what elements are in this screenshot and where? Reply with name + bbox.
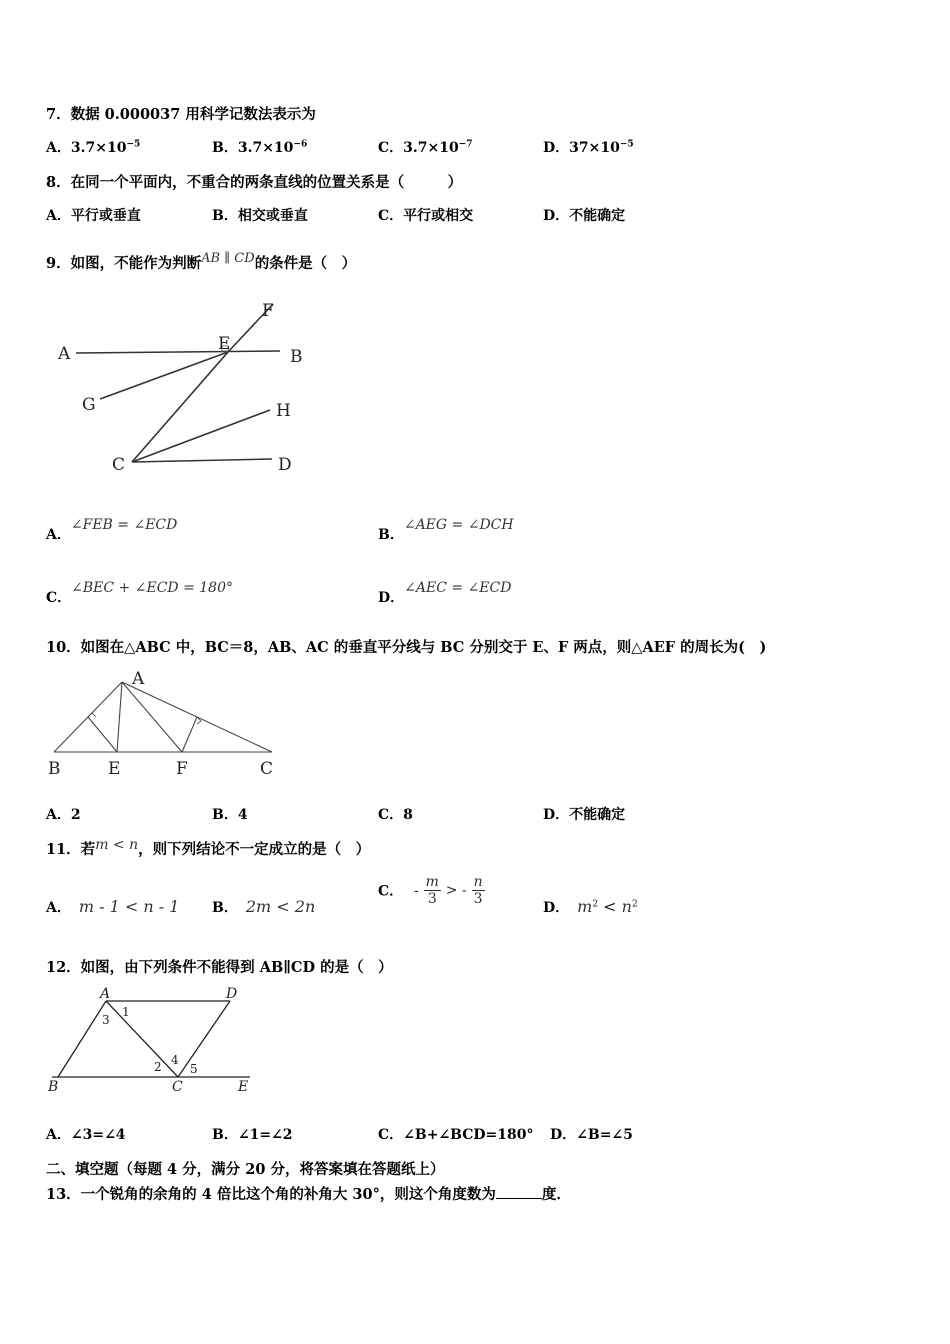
q7-option-d xyxy=(543,137,634,157)
option-math: ∠FEB = ∠ECD xyxy=(70,517,178,533)
option-label: C． xyxy=(46,590,72,606)
option-text: 平行或垂直 xyxy=(70,208,141,224)
option-text: ∠3=∠4 xyxy=(70,1127,126,1143)
q8-option-d xyxy=(543,205,625,225)
label-a: A xyxy=(100,986,111,1002)
label-e: E xyxy=(108,759,121,779)
option-text: ∠B=∠5 xyxy=(576,1127,633,1143)
q9-option-a xyxy=(46,517,178,543)
line-ab xyxy=(58,1001,106,1077)
line-eg xyxy=(100,352,228,399)
option-exp: 2 xyxy=(631,899,638,910)
stem-math: m < n xyxy=(95,837,139,853)
line-ab xyxy=(76,351,280,353)
stem-text: ，则下列结论不一定成立的是（ ） xyxy=(138,841,371,858)
section-2-heading: 二、填空题（每题 4 分，满分 20 分，将答案填在答题纸上） xyxy=(46,1161,445,1178)
q9-option-c xyxy=(46,580,233,606)
label-f: F xyxy=(262,301,274,321)
label-angle-3: 3 xyxy=(102,1013,110,1027)
q9-option-d xyxy=(378,580,512,606)
stem-text: 度． xyxy=(541,1186,571,1203)
label-b: B xyxy=(290,347,303,367)
q10-option-d xyxy=(543,804,625,824)
q8-option-b xyxy=(212,205,308,225)
q7-option-c xyxy=(378,137,473,157)
label-a: A xyxy=(132,669,145,689)
label-d: D xyxy=(226,986,238,1002)
q9-stem xyxy=(46,252,356,273)
fraction-n-3: $\frac{n}{3}$ xyxy=(473,874,483,907)
option-label: C． xyxy=(378,140,404,156)
q10-figure xyxy=(44,664,284,784)
answer-blank[interactable] xyxy=(496,1186,542,1199)
option-label: B． xyxy=(212,1127,238,1143)
label-angle-1: 1 xyxy=(122,1005,130,1019)
q10-option-b xyxy=(212,804,248,824)
line-perp-ab xyxy=(88,717,117,752)
option-text: 4 xyxy=(237,807,248,823)
option-label: D． xyxy=(378,590,405,606)
option-exp: −5 xyxy=(126,139,141,150)
q11-option-b xyxy=(212,897,315,917)
option-text: 不能确定 xyxy=(569,807,626,823)
line-ch xyxy=(132,410,270,462)
option-base: 37×10 xyxy=(569,140,620,156)
q13-stem xyxy=(46,1183,571,1204)
option-label: A． xyxy=(46,140,71,156)
option-label: D． xyxy=(543,140,570,156)
stem-text: 的条件是（ ） xyxy=(254,255,357,272)
option-label: C． xyxy=(378,1127,404,1143)
q8-option-c xyxy=(378,205,473,225)
option-label: A． xyxy=(46,208,71,224)
label-h: H xyxy=(276,401,291,421)
option-base: m xyxy=(577,897,593,916)
option-label: A． xyxy=(46,807,71,823)
option-label: B． xyxy=(378,527,404,543)
option-relation: < xyxy=(598,897,622,916)
line-af xyxy=(122,682,182,752)
option-math: 2m < 2n xyxy=(245,897,316,916)
option-base: 3.7×10 xyxy=(70,140,127,156)
label-f: F xyxy=(176,759,188,779)
option-exp: −7 xyxy=(458,139,473,150)
q7-stem: 7．数据 0.000037 用科学记数法表示为 xyxy=(46,106,316,123)
q10-option-a xyxy=(46,804,81,824)
q9-option-b xyxy=(378,517,514,543)
option-math: m - 1 < n - 1 xyxy=(78,897,180,916)
option-label: A． xyxy=(46,900,71,916)
option-label: A． xyxy=(46,1127,71,1143)
q12-option-b xyxy=(212,1124,293,1144)
option-base: n xyxy=(621,897,632,916)
option-base: 3.7×10 xyxy=(237,140,294,156)
option-relation: > - xyxy=(445,882,467,899)
option-text: 平行或相交 xyxy=(403,208,474,224)
option-base: 3.7×10 xyxy=(403,140,459,156)
option-exp: −5 xyxy=(619,139,634,150)
option-label: D． xyxy=(550,1127,577,1143)
line-cd xyxy=(132,459,272,462)
option-text: 不能确定 xyxy=(569,208,626,224)
option-text: 8 xyxy=(403,807,413,823)
option-text: ∠B+∠BCD=180° xyxy=(403,1127,534,1143)
stem-math: AB ∥ CD xyxy=(201,251,255,266)
option-label: A． xyxy=(46,527,71,543)
q12-option-d xyxy=(550,1124,633,1144)
line-ac xyxy=(106,1001,178,1077)
label-e: E xyxy=(218,334,231,354)
line-dc xyxy=(178,1001,230,1077)
q10-option-c xyxy=(378,804,413,824)
q12-figure xyxy=(44,985,264,1097)
q10-stem: 10．如图在△ABC 中，BC＝8，AB、AC 的垂直平分线与 BC 分别交于 E、F 两点，则△AEF 的周长为( ) xyxy=(46,639,767,656)
q8-stem: 8．在同一个平面内，不重合的两条直线的位置关系是（ ） xyxy=(46,174,463,191)
q12-option-a xyxy=(46,1124,126,1144)
label-g: G xyxy=(82,395,96,415)
option-text: 2 xyxy=(70,807,81,823)
line-ae xyxy=(117,682,122,752)
option-math: ∠AEG = ∠DCH xyxy=(403,517,514,533)
label-angle-4: 4 xyxy=(171,1053,179,1067)
option-label: B． xyxy=(212,208,238,224)
option-label: B． xyxy=(212,900,238,916)
label-b: B xyxy=(48,1079,59,1095)
q7-option-b xyxy=(212,137,307,157)
option-minus: - xyxy=(414,882,419,899)
option-exp: −6 xyxy=(293,139,308,150)
q11-option-d xyxy=(543,897,638,917)
label-angle-2: 2 xyxy=(154,1060,162,1074)
q11-option-c xyxy=(378,874,485,907)
option-exp: 2 xyxy=(592,899,599,910)
q11-option-a xyxy=(46,897,179,917)
option-label: B． xyxy=(212,807,238,823)
option-label: D． xyxy=(543,900,570,916)
option-label: B． xyxy=(212,140,238,156)
label-a: A xyxy=(58,344,71,364)
label-c: C xyxy=(112,455,126,475)
label-d: D xyxy=(278,455,292,475)
q9-figure xyxy=(50,292,320,482)
option-label: D． xyxy=(543,807,570,823)
label-e: E xyxy=(238,1079,249,1095)
label-angle-5: 5 xyxy=(190,1062,198,1076)
label-c: C xyxy=(260,759,274,779)
stem-text: 13．一个锐角的余角的 4 倍比这个角的补角大 30°，则这个角度数为 xyxy=(46,1186,496,1203)
option-text: ∠1=∠2 xyxy=(237,1127,293,1143)
q7-option-a xyxy=(46,137,140,157)
line-ec xyxy=(132,352,228,462)
q12-option-c xyxy=(378,1124,534,1144)
line-perp-ac xyxy=(182,717,197,752)
label-b: B xyxy=(48,759,61,779)
fraction-m-3: $\frac{m}{3}$ xyxy=(425,874,439,907)
option-label: C． xyxy=(378,807,404,823)
option-label: C． xyxy=(378,883,404,900)
q11-stem xyxy=(46,838,370,859)
option-text: 相交或垂直 xyxy=(237,208,308,224)
stem-text: 11．若 xyxy=(46,841,96,858)
option-label: D． xyxy=(543,208,570,224)
q12-stem: 12．如图，由下列条件不能得到 AB∥CD 的是（ ） xyxy=(46,959,393,976)
option-math: ∠AEC = ∠ECD xyxy=(404,580,512,596)
option-math: ∠BEC + ∠ECD = 180° xyxy=(71,580,233,596)
option-label: C． xyxy=(378,208,404,224)
stem-text: 9．如图，不能作为判断 xyxy=(46,255,202,272)
label-c: C xyxy=(172,1079,183,1095)
q8-option-a xyxy=(46,205,141,225)
